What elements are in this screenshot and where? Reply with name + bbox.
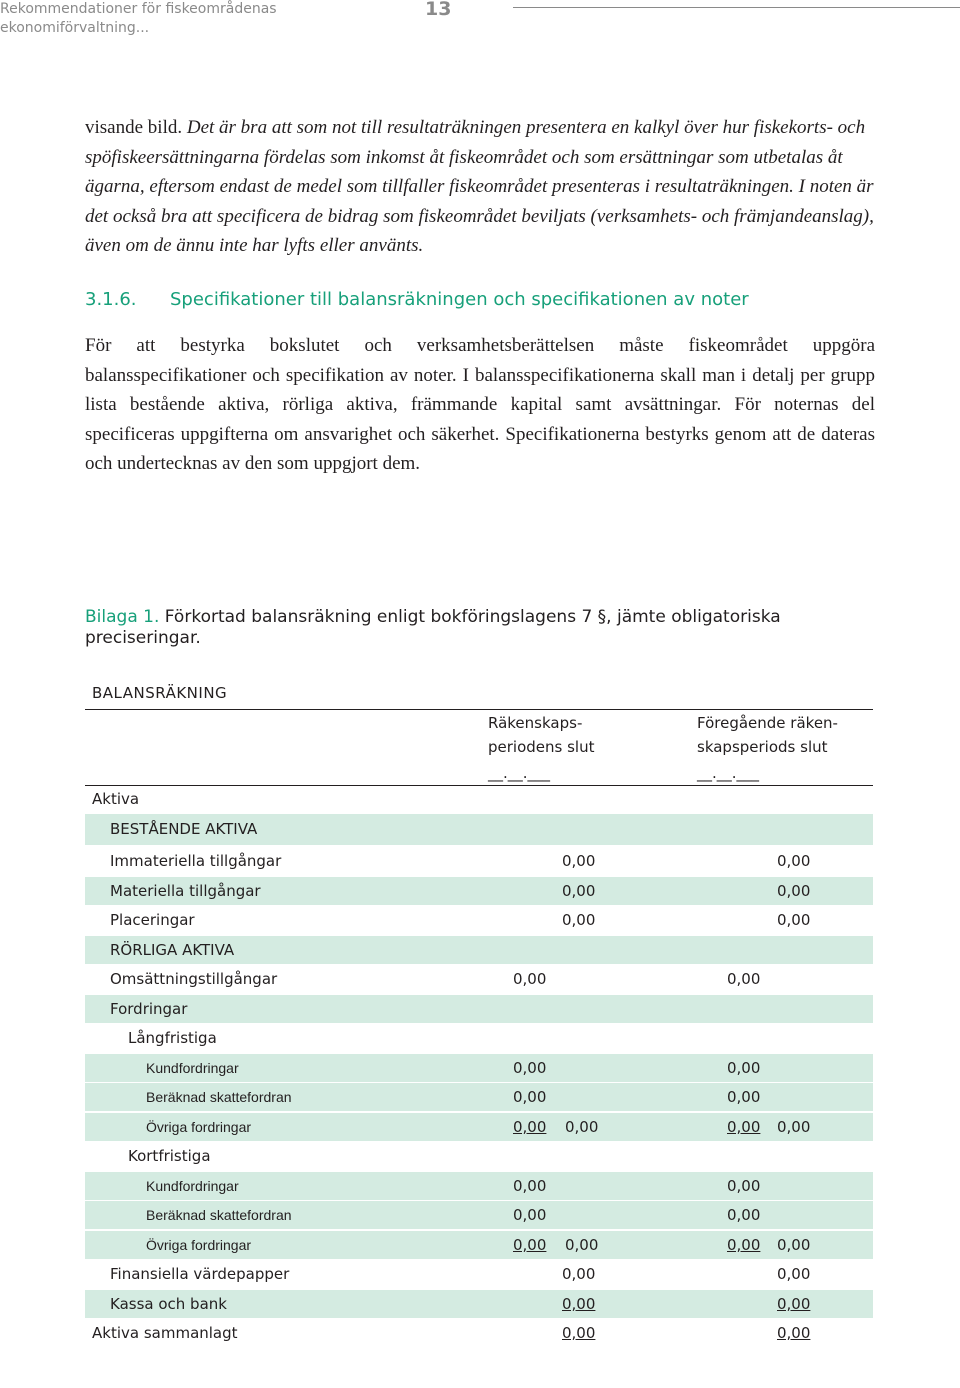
value-current-sub: 0,00 — [513, 1118, 547, 1136]
row-label: Fordringar — [110, 1000, 188, 1018]
table-row — [85, 1201, 873, 1229]
row-label: Beräknad skattefordran — [146, 1089, 292, 1105]
section-heading — [85, 289, 885, 310]
value-previous-total: 0,00 — [777, 882, 811, 900]
table-row — [85, 785, 873, 813]
intro-paragraph — [85, 113, 875, 261]
row-label: Övriga fordringar — [146, 1119, 252, 1135]
col-head-previous-line2: skapsperiods slut — [697, 738, 828, 756]
value-current-total: 0,00 — [562, 1324, 596, 1342]
col-head-previous-line1: Föregående räken- — [697, 714, 838, 732]
value-current-sub: 0,00 — [513, 1177, 547, 1195]
table-row — [85, 1319, 873, 1347]
table-row — [85, 1260, 873, 1288]
balance-title: BALANSRÄKNING — [92, 684, 228, 702]
table-row — [85, 906, 873, 934]
row-label: Kundfordringar — [146, 1060, 239, 1076]
appendix-text: Förkortad balansräkning enligt bokföringslagens 7 §, jämte obligatoriska preciseringar. — [85, 607, 781, 648]
value-current-sub: 0,00 — [513, 1206, 547, 1224]
value-previous-sub: 0,00 — [727, 1118, 761, 1136]
value-previous-total: 0,00 — [777, 1295, 811, 1313]
section-number: 3.1.6. — [85, 289, 137, 310]
row-label: Placeringar — [110, 911, 195, 929]
value-previous-sub: 0,00 — [727, 1236, 761, 1254]
date-blank-current: __.__.___ — [488, 764, 551, 782]
value-previous-sub: 0,00 — [727, 1206, 761, 1224]
row-label: Immateriella tillgångar — [110, 852, 282, 870]
table-row — [85, 965, 873, 993]
value-previous-sub: 0,00 — [727, 1177, 761, 1195]
col-head-current — [488, 711, 594, 759]
row-label: Kortfristiga — [128, 1147, 211, 1165]
table-row — [85, 995, 873, 1023]
row-label: Materiella tillgångar — [110, 882, 261, 900]
appendix-caption — [85, 607, 865, 649]
col-head-previous — [697, 711, 838, 759]
value-current-sub: 0,00 — [513, 970, 547, 988]
page-number: 13 — [425, 0, 452, 20]
value-current-sub: 0,00 — [513, 1236, 547, 1254]
row-label: Kassa och bank — [110, 1295, 227, 1313]
table-row — [85, 1024, 873, 1052]
table-row — [85, 847, 873, 875]
value-previous-sub: 0,00 — [727, 1088, 761, 1106]
intro-lead: visande bild. — [85, 117, 187, 138]
row-label: Omsättningstillgångar — [110, 970, 278, 988]
value-current-total: 0,00 — [562, 1295, 596, 1313]
value-current-sub: 0,00 — [513, 1059, 547, 1077]
value-current-total: 0,00 — [562, 852, 596, 870]
row-label: Aktiva — [92, 790, 140, 808]
table-row — [85, 1172, 873, 1200]
header-rule — [513, 7, 960, 8]
value-previous-total: 0,00 — [777, 1324, 811, 1342]
row-label: RÖRLIGA AKTIVA — [110, 941, 235, 959]
value-previous-total: 0,00 — [777, 1265, 811, 1283]
col-head-current-line1: Räkenskaps- — [488, 714, 583, 732]
value-previous-sub: 0,00 — [727, 970, 761, 988]
section-title: Specifikationer till balansräkningen och specifikationen av noter — [170, 289, 749, 310]
row-label: BESTÅENDE AKTIVA — [110, 820, 258, 838]
running-header-line2: ekonomiförvaltning... — [0, 20, 150, 36]
table-row — [85, 877, 873, 905]
value-previous-sub: 0,00 — [727, 1059, 761, 1077]
table-row — [85, 1054, 873, 1082]
row-label: Övriga fordringar — [146, 1237, 252, 1253]
table-row — [85, 814, 873, 845]
row-label: Kundfordringar — [146, 1178, 239, 1194]
balance-top-rule — [85, 709, 873, 710]
value-previous-total: 0,00 — [777, 1118, 811, 1136]
value-current-total: 0,00 — [562, 1265, 596, 1283]
value-current-total: 0,00 — [565, 1118, 599, 1136]
table-row — [85, 936, 873, 964]
value-previous-total: 0,00 — [777, 852, 811, 870]
col-head-current-line2: periodens slut — [488, 738, 595, 756]
row-label: Finansiella värdepapper — [110, 1265, 290, 1283]
row-label: Långfristiga — [128, 1029, 217, 1047]
table-row — [85, 1142, 873, 1170]
table-row — [85, 1231, 873, 1259]
value-current-total: 0,00 — [565, 1236, 599, 1254]
table-row — [85, 1113, 873, 1141]
row-label: Beräknad skattefordran — [146, 1207, 292, 1223]
body-paragraph: För att bestyrka bokslutet och verksamhetsberättelsen måste fiskeområdet uppgöra balansspecifikationer och specifikation av noter. I balansspecifikationerna skall man i detalj per grupp lista bestående aktiva, rörliga aktiva, främmande kapital samt avsättningar. För noternas del specificeras uppgifterna om ansvarighet och säkerhet. Specifikationerna bestyrks genom att de dateras och undertecknas av den som uppgjort dem. — [85, 335, 875, 474]
intro-italic-text: Det är bra att som not till resultaträkningen presentera en kalkyl över hur fiskekorts- och spöfiskeersättningarna fördelas som inkomst åt fiskeområdet och som ersättningar som utbetalas åt ägarna, eftersom endast de medel som tillfaller fiskeområdet presenteras i resultaträkningen. I noten är det också bra att specificera de bidrag som fiskeområdet beviljats (verksamhets- och främjandeanslag), även om de ännu inte har lyfts eller använts. — [85, 117, 874, 256]
value-current-total: 0,00 — [562, 882, 596, 900]
value-previous-total: 0,00 — [777, 1236, 811, 1254]
value-current-sub: 0,00 — [513, 1088, 547, 1106]
row-label: Aktiva sammanlagt — [92, 1324, 238, 1342]
running-header — [0, 0, 300, 38]
appendix-label: Bilaga 1. — [85, 607, 160, 627]
table-row — [85, 1083, 873, 1111]
running-header-line1: Rekommendationer för fiskeområdenas — [0, 1, 277, 17]
table-row — [85, 1290, 873, 1318]
value-previous-total: 0,00 — [777, 911, 811, 929]
date-blank-previous: __.__.___ — [697, 764, 760, 782]
value-current-total: 0,00 — [562, 911, 596, 929]
